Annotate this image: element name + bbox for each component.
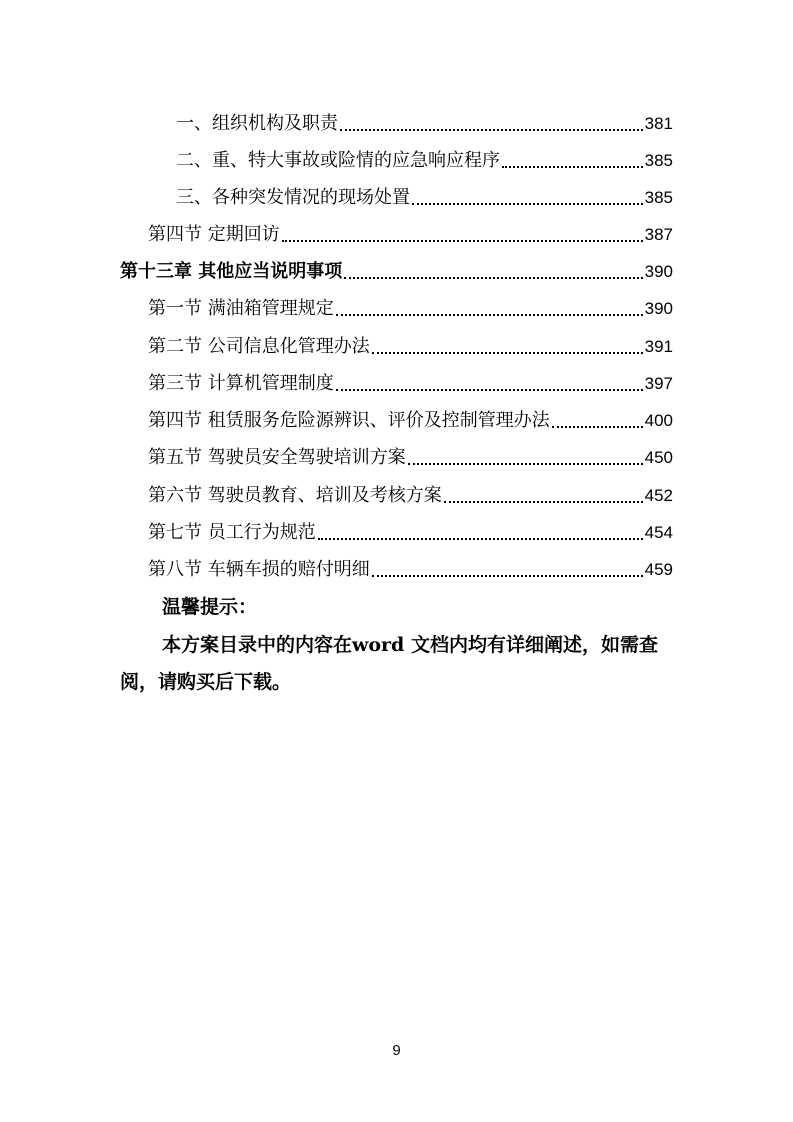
toc-entry-title: 第一节 满油箱管理规定 bbox=[148, 298, 334, 319]
toc-entry-page: 450 bbox=[644, 448, 673, 467]
toc-entry-title: 第四节 定期回访 bbox=[148, 224, 280, 245]
toc-entry[interactable] bbox=[148, 551, 673, 581]
toc-entry[interactable] bbox=[176, 179, 673, 209]
toc-leader-dots bbox=[412, 203, 643, 205]
toc-entry[interactable] bbox=[176, 142, 673, 172]
toc-entry[interactable] bbox=[148, 365, 673, 395]
toc-entry-page: 385 bbox=[644, 151, 673, 170]
toc-entry-title: 第四节 租赁服务危险源辨识、评价及控制管理办法 bbox=[148, 410, 550, 431]
toc-entry-page: 391 bbox=[644, 337, 673, 356]
page-number: 9 bbox=[392, 1042, 401, 1059]
toc-leader-dots bbox=[336, 389, 643, 391]
toc-entry-page: 397 bbox=[644, 374, 673, 393]
toc-leader-dots bbox=[552, 426, 643, 428]
toc-leader-dots bbox=[336, 314, 643, 316]
toc-entry[interactable] bbox=[148, 216, 673, 246]
toc-entry-title: 二、重、特大事故或险情的应急响应程序 bbox=[176, 150, 500, 171]
toc-entry-title: 第八节 车辆车损的赔付明细 bbox=[148, 559, 370, 580]
toc-entry-title: 三、各种突发情况的现场处置 bbox=[176, 187, 410, 208]
toc-entry[interactable] bbox=[176, 105, 673, 135]
toc-entry-title: 一、组织机构及职责 bbox=[176, 113, 338, 134]
toc-leader-dots bbox=[344, 277, 642, 279]
toc-leader-dots bbox=[340, 129, 643, 131]
toc-leader-dots bbox=[372, 352, 643, 354]
toc-entry[interactable] bbox=[148, 477, 673, 507]
toc-entry[interactable] bbox=[148, 402, 673, 432]
toc-entry[interactable] bbox=[148, 514, 673, 544]
toc-entry-page: 390 bbox=[644, 262, 673, 281]
toc-leader-dots bbox=[372, 575, 643, 577]
toc-entry-page: 459 bbox=[644, 560, 673, 579]
tip-title: 温馨提示： bbox=[162, 596, 258, 618]
toc-entry[interactable] bbox=[148, 439, 673, 469]
toc-entry-title: 第七节 员工行为规范 bbox=[148, 522, 316, 543]
toc-entry-page: 390 bbox=[644, 299, 673, 318]
toc-entry-title: 第十三章 其他应当说明事项 bbox=[120, 261, 343, 282]
toc-leader-dots bbox=[408, 463, 643, 465]
toc-chapter-entry[interactable] bbox=[120, 253, 673, 283]
toc-leader-dots bbox=[444, 501, 643, 503]
toc-entry[interactable] bbox=[148, 328, 673, 358]
toc-entry-page: 400 bbox=[644, 411, 673, 430]
toc-entry-title: 第六节 驾驶员教育、培训及考核方案 bbox=[148, 485, 442, 506]
tip-body: 本方案目录中的内容在word 文档内均有详细阐述，如需查阅，请购买后下载。 bbox=[120, 634, 658, 693]
toc-entry-page: 385 bbox=[644, 188, 673, 207]
toc-entry-page: 381 bbox=[644, 114, 673, 133]
toc-entry-page: 387 bbox=[644, 225, 673, 244]
toc-entry-title: 第三节 计算机管理制度 bbox=[148, 373, 334, 394]
toc-leader-dots bbox=[282, 240, 643, 242]
toc-leader-dots bbox=[318, 538, 643, 540]
toc-entry-page: 454 bbox=[644, 523, 673, 542]
toc-entry-page: 452 bbox=[644, 486, 673, 505]
toc-leader-dots bbox=[502, 166, 643, 168]
toc-entry-title: 第二节 公司信息化管理办法 bbox=[148, 336, 370, 357]
toc-entry[interactable] bbox=[148, 290, 673, 320]
toc-entry-title: 第五节 驾驶员安全驾驶培训方案 bbox=[148, 447, 406, 468]
